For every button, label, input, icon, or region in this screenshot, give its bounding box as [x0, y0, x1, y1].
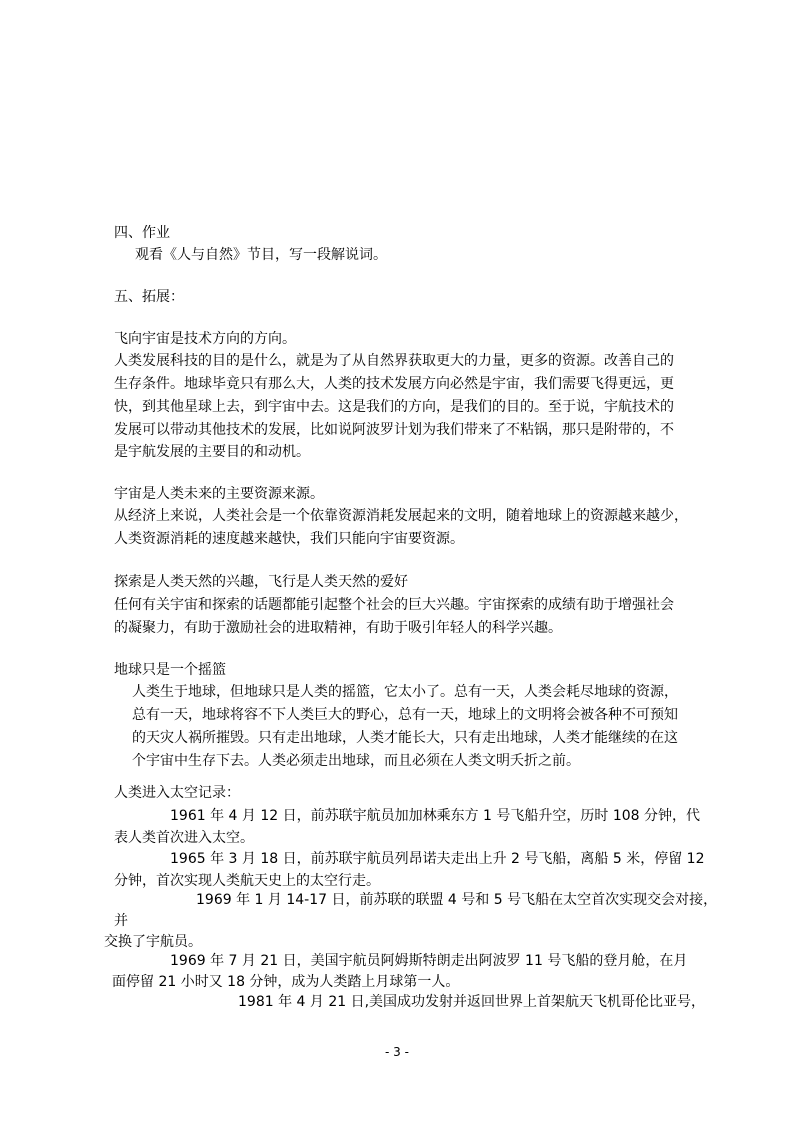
record-line: 1981 年 4 月 21 日,美国成功发射并返回世界上首架航天飞机哥伦比亚号， [238, 994, 706, 1010]
record-line: 分钟，首次实现人类航天史上的太空行走。 [114, 873, 380, 889]
section-title: 人类进入太空记录： [114, 785, 240, 801]
record-line: 1969 年 1 月 14-17 日，前苏联的联盟 4 号和 5 号飞船在太空首次实现交会对接， [196, 892, 718, 908]
section-title: 宇宙是人类未来的主要资源来源。 [114, 486, 324, 502]
page-number: - 3 - [385, 1045, 409, 1059]
paragraph-line: 任何有关宇宙和探索的话题都能引起整个社会的巨大兴趣。宇宙探索的成绩有助于增强社会 [114, 597, 674, 613]
paragraph-line: 总有一天，地球将容不下人类巨大的野心，总有一天，地球上的文明将会被各种不可预知 [132, 707, 678, 723]
paragraph-line: 人类资源消耗的速度越来越快，我们只能向宇宙要资源。 [114, 531, 464, 547]
section-title: 探索是人类天然的兴趣，飞行是人类天然的爱好 [114, 574, 408, 590]
paragraph-line: 快，到其他星球上去，到宇宙中去。这是我们的方向，是我们的目的。至于说，宇航技术的 [114, 399, 674, 415]
record-line: 并 [114, 913, 128, 929]
paragraph-line: 人类生于地球，但地球只是人类的摇篮，它太小了。总有一天，人类会耗尽地球的资源， [132, 684, 678, 700]
paragraph-line: 是宇航发展的主要目的和动机。 [114, 444, 310, 460]
paragraph-line: 从经济上来说，人类社会是一个依靠资源消耗发展起来的文明，随着地球上的资源越来越少， [114, 508, 688, 524]
section-title: 地球只是一个摇篮 [114, 662, 226, 678]
homework-heading: 四、作业 [114, 225, 170, 241]
paragraph-line: 生存条件。地球毕竟只有那么大，人类的技术发展方向必然是宇宙，我们需要飞得更远，更 [114, 376, 674, 392]
record-line: 1965 年 3 月 18 日，前苏联宇航员列昂诺夫走出上升 2 号飞船，离船 5 米，停留 12 [170, 851, 705, 867]
paragraph-line: 的天灾人祸所摧毁。只有走出地球，人类才能长大，只有走出地球，人类才能继续的在这 [132, 730, 678, 746]
record-line: 1969 年 7 月 21 日，美国宇航员阿姆斯特朗走出阿波罗 11 号飞船的登月舱，在月 [170, 953, 688, 969]
paragraph-line: 人类发展科技的目的是什么，就是为了从自然界获取更大的力量，更多的资源。改善自己的 [114, 353, 674, 369]
homework-task: 观看《人与自然》节目，写一段解说词。 [135, 247, 387, 263]
section-title: 飞向宇宙是技术方向的方向。 [114, 331, 296, 347]
record-line: 交换了宇航员。 [104, 934, 202, 950]
paragraph-line: 的凝聚力，有助于激励社会的进取精神，有助于吸引年轻人的科学兴趣。 [114, 620, 562, 636]
extension-heading: 五、拓展： [114, 289, 184, 305]
record-line: 面停留 21 小时又 18 分钟，成为人类踏上月球第一人。 [112, 974, 460, 990]
paragraph-line: 发展可以带动其他技术的发展，比如说阿波罗计划为我们带来了不粘锅，那只是附带的，不 [114, 422, 674, 438]
paragraph-line: 个宇宙中生存下去。人类必须走出地球，而且必须在人类文明夭折之前。 [132, 753, 580, 769]
record-line: 1961 年 4 月 12 日，前苏联宇航员加加林乘东方 1 号飞船升空，历时 108 分钟，代 [170, 808, 701, 824]
record-line: 表人类首次进入太空。 [114, 830, 254, 846]
